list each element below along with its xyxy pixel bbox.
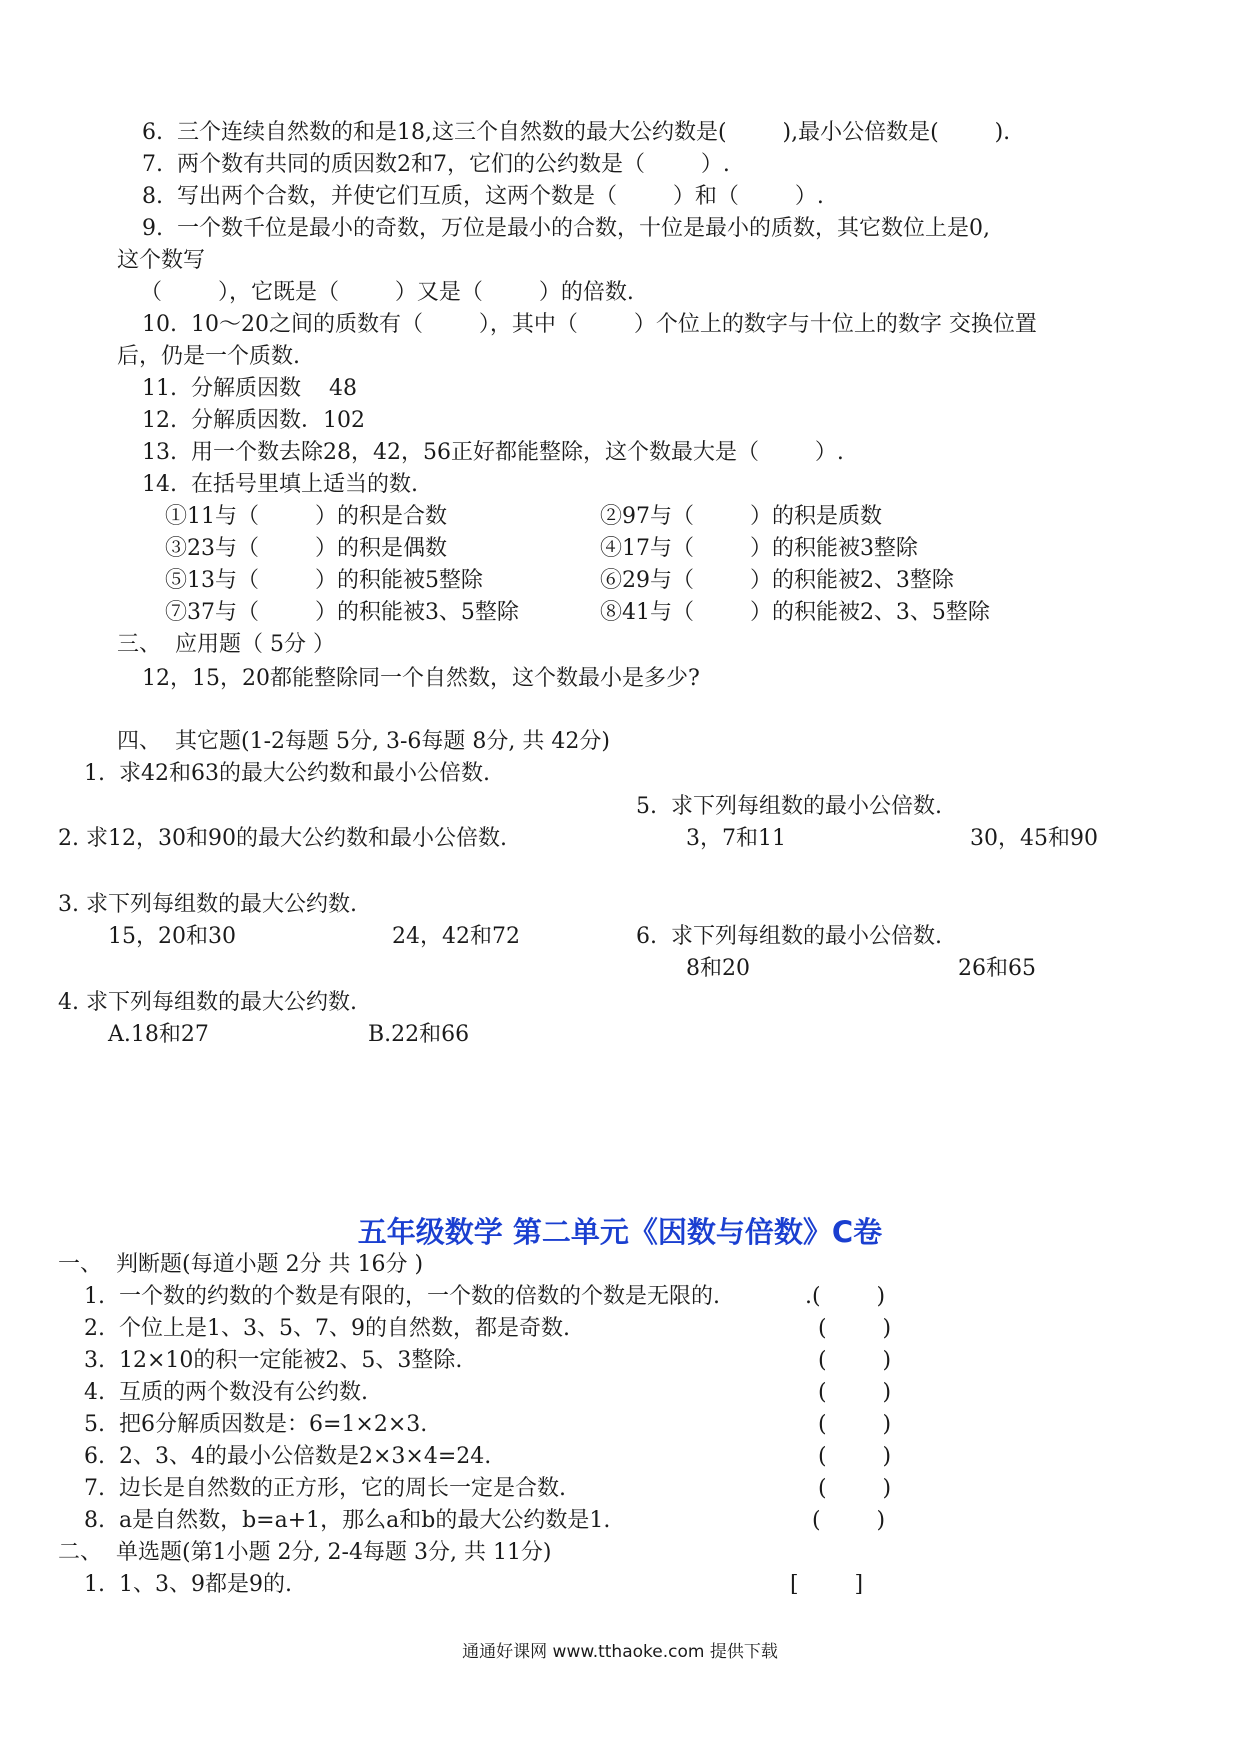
other-q6-a: 8和20 — [686, 956, 750, 981]
other-q5-b: 30，45和90 — [970, 826, 1098, 851]
judge-bracket-1[interactable]: .( ) — [805, 1284, 886, 1309]
other-q4-b: B.22和66 — [368, 1022, 470, 1047]
other-q2: 2. 求12，30和90的最大公约数和最小公倍数. — [58, 826, 507, 851]
judge-item-5: 5. 把6分解质因数是：6=1×2×3. — [84, 1412, 428, 1437]
other-heading: 四、 其它题(1-2每题 5分, 3-6每题 8分, 共 42分) — [117, 729, 610, 754]
judge-item-6: 6. 2、3、4的最小公倍数是2×3×4=24. — [84, 1444, 492, 1469]
question-8: 8. 写出两个合数，并使它们互质，这两个数是（ ）和（ ）. — [142, 184, 824, 209]
other-q1: 1. 求42和63的最大公约数和最小公倍数. — [84, 761, 490, 786]
judge-bracket-6[interactable]: ( ) — [818, 1444, 892, 1469]
q14-item-1: ①11与（ ）的积是合数 — [165, 504, 447, 529]
judge-bracket-7[interactable]: ( ) — [818, 1476, 892, 1501]
judge-bracket-3[interactable]: ( ) — [818, 1348, 892, 1373]
q14-item-3: ③23与（ ）的积是偶数 — [165, 536, 447, 561]
q14-item-2: ②97与（ ）的积是质数 — [600, 504, 882, 529]
question-14: 14. 在括号里填上适当的数. — [142, 472, 418, 497]
footer-credit: 通通好课网 www.tthaoke.com 提供下载 — [462, 1642, 778, 1662]
judge-item-8: 8. a是自然数，b=a+1，那么a和b的最大公约数是1. — [84, 1508, 611, 1533]
judge-bracket-8[interactable]: ( ) — [812, 1508, 886, 1533]
other-q4: 4. 求下列每组数的最大公约数. — [58, 990, 357, 1015]
other-q5: 5. 求下列每组数的最小公倍数. — [636, 794, 942, 819]
other-q3: 3. 求下列每组数的最大公约数. — [58, 892, 357, 917]
choice-bracket-1[interactable]: [ ] — [790, 1572, 864, 1597]
judge-bracket-4[interactable]: ( ) — [818, 1380, 892, 1405]
q14-item-8: ⑧41与（ ）的积能被2、3、5整除 — [600, 600, 990, 625]
judge-item-4: 4. 互质的两个数没有公约数. — [84, 1380, 368, 1405]
question-9-line-2: 这个数写 — [117, 248, 206, 273]
q14-item-7: ⑦37与（ ）的积能被3、5整除 — [165, 600, 519, 625]
judge-item-1: 1. 一个数的约数的个数是有限的，一个数的倍数的个数是无限的. — [84, 1284, 720, 1309]
other-q3-b: 24，42和72 — [392, 924, 520, 949]
other-q6-b: 26和65 — [958, 956, 1036, 981]
judge-item-2: 2. 个位上是1、3、5、7、9的自然数，都是奇数. — [84, 1316, 570, 1341]
judge-item-7: 7. 边长是自然数的正方形，它的周长一定是合数. — [84, 1476, 566, 1501]
other-q5-a: 3，7和11 — [686, 826, 786, 851]
question-10-line-1: 10. 10～20之间的质数有（ ），其中（ ）个位上的数字与十位上的数字 交换位置 — [142, 312, 1037, 337]
judge-bracket-5[interactable]: ( ) — [818, 1412, 892, 1437]
other-q3-a: 15，20和30 — [108, 924, 236, 949]
judge-heading: 一、 判断题(每道小题 2分 共 16分 ) — [58, 1252, 424, 1277]
application-heading: 三、 应用题（ 5分 ） — [117, 632, 335, 657]
question-10-line-2: 后，仍是一个质数. — [117, 344, 300, 369]
q14-item-5: ⑤13与（ ）的积能被5整除 — [165, 568, 483, 593]
choice-q1: 1. 1、3、9都是9的. — [84, 1572, 292, 1597]
judge-bracket-2[interactable]: ( ) — [818, 1316, 892, 1341]
other-q4-a: A.18和27 — [108, 1022, 209, 1047]
other-q6: 6. 求下列每组数的最小公倍数. — [636, 924, 942, 949]
q14-item-4: ④17与（ ）的积能被3整除 — [600, 536, 918, 561]
question-6: 6. 三个连续自然数的和是18,这三个自然数的最大公约数是( ),最小公倍数是( ). — [142, 120, 1011, 145]
question-9-line-1: 9. 一个数千位是最小的奇数，万位是最小的合数，十位是最小的质数，其它数位上是0, — [142, 216, 990, 241]
paper-title: 五年级数学 第二单元《因数与倍数》C卷 — [357, 1215, 883, 1249]
question-13: 13. 用一个数去除28，42，56正好都能整除，这个数最大是（ ）. — [142, 440, 844, 465]
choice-heading: 二、 单选题(第1小题 2分, 2-4每题 3分, 共 11分) — [58, 1540, 552, 1565]
application-question: 12，15，20都能整除同一个自然数，这个数最小是多少? — [142, 666, 700, 691]
judge-item-3: 3. 12×10的积一定能被2、5、3整除. — [84, 1348, 463, 1373]
question-7: 7. 两个数有共同的质因数2和7，它们的公约数是（ ）. — [142, 152, 730, 177]
question-11: 11. 分解质因数 48 — [142, 376, 357, 401]
question-12: 12. 分解质因数．102 — [142, 408, 365, 433]
question-9-line-3: （ ），它既是（ ）又是（ ）的倍数. — [140, 280, 634, 305]
q14-item-6: ⑥29与（ ）的积能被2、3整除 — [600, 568, 954, 593]
